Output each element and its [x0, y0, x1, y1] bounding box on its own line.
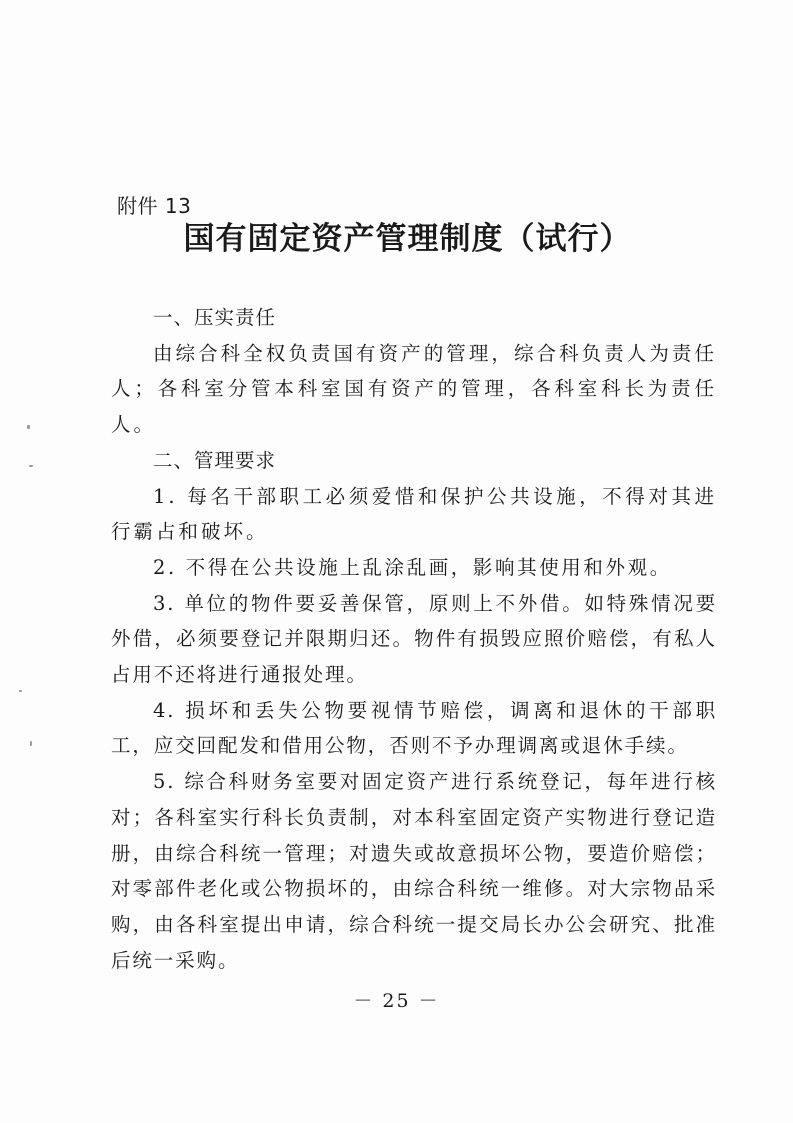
scan-speck: [30, 741, 32, 746]
scan-speck: [29, 465, 33, 467]
page-number: － 25 －: [353, 990, 440, 1012]
scan-speck: [19, 690, 22, 692]
requirement-item: 3. 单位的物件要妥善保管，原则上不外借。如特殊情况要外借，必须要登记并限期归还。物件有损毁应照价赔偿，有私人占用不还将进行通报处理。: [111, 591, 717, 687]
requirement-item: 2. 不得在公共设施上乱涂乱画，影响其使用和外观。: [153, 555, 672, 579]
scan-speck: [27, 425, 30, 429]
page-title: 国有固定资产管理制度（试行）: [183, 221, 632, 257]
section-heading-responsibility: 一、压实责任: [153, 306, 277, 329]
section-heading-requirements: 二、管理要求: [153, 448, 277, 472]
requirement-item: 4. 损坏和丢失公物要视情节赔偿，调离和退休的干部职工，应交回配发和借用公物，否则不予办理调离或退休手续。: [111, 698, 717, 758]
attachment-label: 附件 13: [117, 194, 192, 218]
document-body: [111, 300, 717, 978]
requirement-item: 5. 综合科财务室要对固定资产进行系统登记，每年进行核对；各科室实行科长负责制，对本科室固定资产实物进行登记造册，由综合科统一管理；对遗失或故意损坏公物，要造价赔偿；对零部件老化或公物损坏的，由综合科统一维修。对大宗物品采购，由各科室提出申请，综合科统一提交局长办公会研究、批准后统一采购。: [111, 770, 717, 972]
requirement-item: 1. 每名干部职工必须爱惜和保护公共设施，不得对其进行霸占和破坏。: [111, 484, 717, 544]
responsibility-paragraph: 由综合科全权负责国有资产的管理，综合科负责人为责任人；各科室分管本科室国有资产的管理，各科室科长为责任人。: [111, 341, 717, 437]
